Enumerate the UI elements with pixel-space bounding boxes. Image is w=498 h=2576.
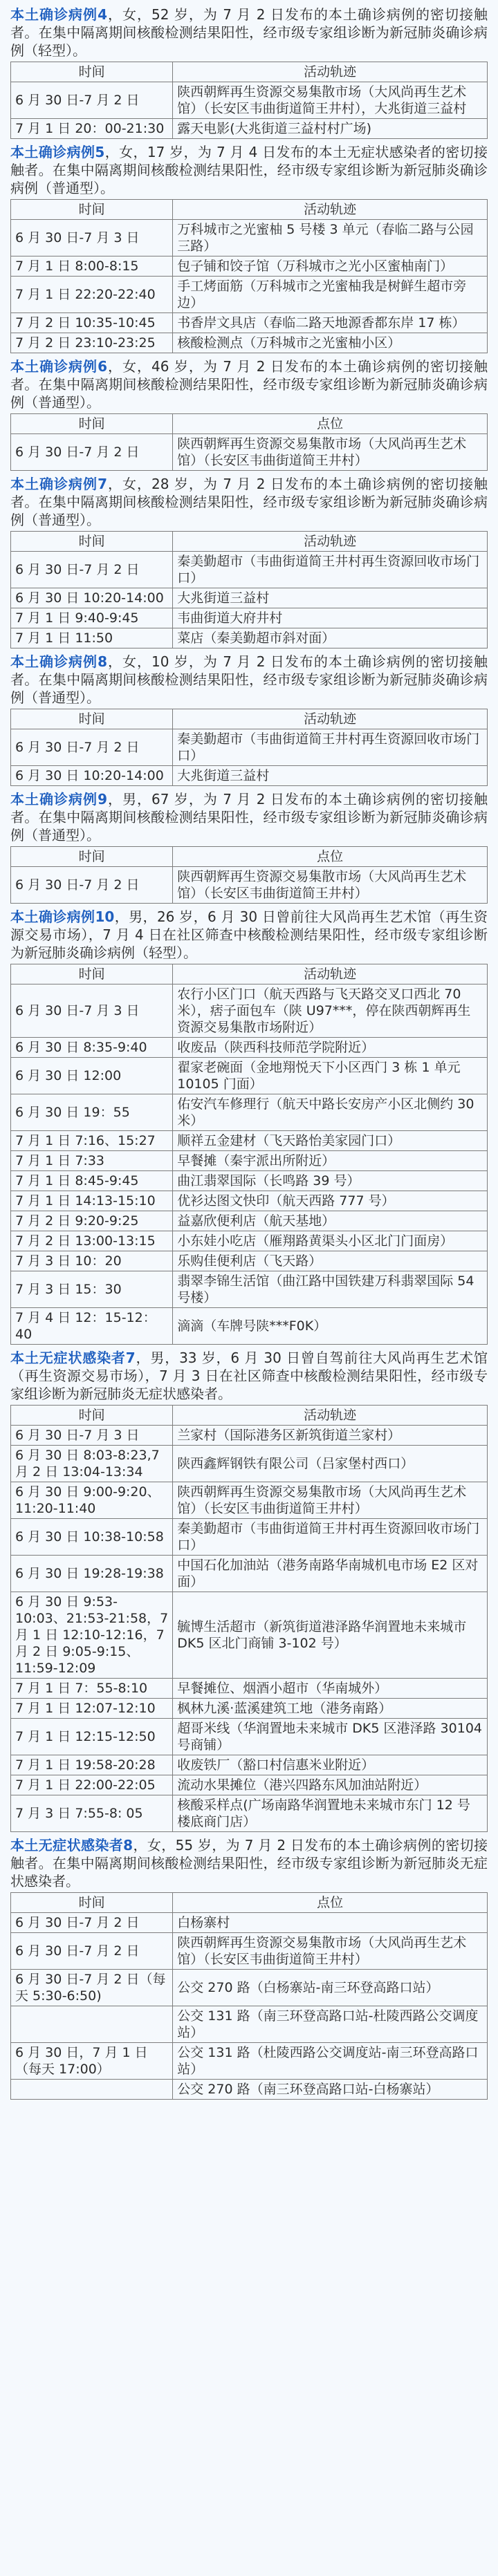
case-section-c4 bbox=[10, 6, 488, 139]
table-header-row bbox=[11, 200, 488, 220]
trajectory-table bbox=[10, 413, 488, 471]
table-header-row bbox=[11, 1893, 488, 1913]
case-label: 本土无症状感染者7 bbox=[10, 1350, 136, 1366]
table-row bbox=[11, 867, 488, 904]
case-description: ，女，28 岁，为 7 月 2 日发布的本土确诊病例的密切接触者。在集中隔离期间核酸检测结果阳性，经市级专家组诊断为新冠肺炎确诊病例（普通型）。 bbox=[10, 476, 488, 528]
time-cell: 6 月 30 日-7 月 2 日 bbox=[11, 867, 173, 904]
case-intro bbox=[10, 143, 488, 197]
location-cell: 大兆街道三益村 bbox=[173, 766, 488, 786]
table-row bbox=[11, 256, 488, 277]
table-row bbox=[11, 628, 488, 648]
table-row bbox=[11, 1251, 488, 1271]
location-cell: 菜店（秦美勤超市斜对面） bbox=[173, 628, 488, 648]
case-section-c10 bbox=[10, 908, 488, 1345]
time-cell: 6 月 30 日 10:20-14:00 bbox=[11, 588, 173, 608]
table-row bbox=[11, 220, 488, 256]
time-cell: 6 月 30 日-7 月 2 日 bbox=[11, 434, 173, 471]
location-column-header: 活动轨迹 bbox=[173, 532, 488, 552]
location-cell: 书香岸文具店（春临二路天地源香都东岸 17 栋） bbox=[173, 313, 488, 333]
location-cell: 核酸检测点（万科城市之光蜜柚小区） bbox=[173, 333, 488, 353]
table-row bbox=[11, 277, 488, 313]
trajectory-table bbox=[10, 964, 488, 1345]
table-row bbox=[11, 1231, 488, 1251]
case-intro bbox=[10, 653, 488, 707]
location-cell: 秦美勤超市（韦曲街道简王井村再生资源回收市场门口） bbox=[173, 729, 488, 766]
time-cell bbox=[11, 2080, 173, 2100]
location-cell: 陕西鑫辉钢铁有限公司（吕家堡村西口） bbox=[173, 1446, 488, 1482]
case-intro bbox=[10, 790, 488, 844]
time-cell bbox=[11, 2006, 173, 2043]
case-section-c6 bbox=[10, 357, 488, 471]
location-cell: 包子铺和饺子馆（万科城市之光小区蜜柚南门） bbox=[173, 256, 488, 277]
time-cell: 7 月 1 日 12:07-12:10 bbox=[11, 1699, 173, 1719]
table-header-row bbox=[11, 964, 488, 984]
time-cell: 6 月 30 日 9:53-10:03、21:53-21:58，7 月 1 日 12:10-12:16，7 月 2 日 9:05-9:15、11:59-12:09 bbox=[11, 1592, 173, 1679]
table-row bbox=[11, 1592, 488, 1679]
location-cell: 农行小区门口（航天西路与飞天路交叉口西北 70 米），痞子面包车（陕 U97***，停在陕西朝辉再生资源交易集散市场附近） bbox=[173, 984, 488, 1038]
case-description: ，男，67 岁，为 7 月 2 日发布的本土确诊病例的密切接触者。在集中隔离期间核酸检测结果阳性，经市级专家组诊断为新冠肺炎确诊病例（普通型）。 bbox=[10, 791, 488, 843]
table-row bbox=[11, 434, 488, 471]
location-cell: 露天电影(大兆街道三益村村广场) bbox=[173, 119, 488, 139]
location-cell: 小东娃小吃店（雁翔路黄渠头小区北门门面房） bbox=[173, 1231, 488, 1251]
location-cell: 毓博生活超市（新筑街道港泽路华润置地未来城市 DK5 区北门商铺 3-102 号） bbox=[173, 1592, 488, 1679]
table-row bbox=[11, 82, 488, 119]
location-cell: 公交 270 路（南三环登高路口站-白杨寨站） bbox=[173, 2080, 488, 2100]
location-cell: 秦美勤超市（韦曲街道简王井村再生资源回收市场门口） bbox=[173, 1519, 488, 1556]
location-column-header: 活动轨迹 bbox=[173, 964, 488, 984]
time-cell: 6 月 30 日 9:00-9:20、11:20-11:40 bbox=[11, 1482, 173, 1519]
table-row bbox=[11, 333, 488, 353]
table-row bbox=[11, 1482, 488, 1519]
location-cell: 陕西朝辉再生资源交易集散市场（大风尚再生艺术馆）（长安区韦曲街道简王井村） bbox=[173, 867, 488, 904]
table-header-row bbox=[11, 62, 488, 82]
time-cell: 6 月 30 日 10:38-10:58 bbox=[11, 1519, 173, 1556]
time-cell: 6 月 30 日，7 月 1 日（每天 17:00） bbox=[11, 2043, 173, 2080]
case-label: 本土确诊病例7 bbox=[10, 476, 107, 492]
case-section-a8 bbox=[10, 1836, 488, 2100]
location-cell: 顺祥五金建材（飞天路怡美家园门口） bbox=[173, 1131, 488, 1151]
location-cell: 秦美勤超市（韦曲街道简王井村再生资源回收市场门口） bbox=[173, 552, 488, 588]
case-section-c8 bbox=[10, 653, 488, 786]
location-cell: 核酸采样点(广场南路华润置地未来城市东门 12 号楼底商门店） bbox=[173, 1795, 488, 1832]
case-label: 本土确诊病例10 bbox=[10, 908, 115, 925]
location-column-header: 点位 bbox=[173, 414, 488, 434]
table-header-row bbox=[11, 847, 488, 867]
time-cell: 7 月 2 日 13:00-13:15 bbox=[11, 1231, 173, 1251]
case-section-c5 bbox=[10, 143, 488, 353]
case-section-a7 bbox=[10, 1349, 488, 1832]
location-cell: 陕西朝辉再生资源交易集散市场（大风尚再生艺术馆）（长安区韦曲街道简王井村） bbox=[173, 1933, 488, 1970]
location-cell: 公交 131 路（南三环登高路口站-杜陵西路公交调度站） bbox=[173, 2006, 488, 2043]
case-description: ，男，33 岁，6 月 30 日曾自驾前往大风尚再生艺术馆（再生资源交易市场），7 月 3 日在社区筛查中核酸检测结果阳性，经市级专家组诊断为新冠肺炎无症状感染者。 bbox=[10, 1350, 488, 1402]
case-intro bbox=[10, 475, 488, 529]
time-cell: 6 月 30 日 19：55 bbox=[11, 1094, 173, 1131]
location-column-header: 活动轨迹 bbox=[173, 1406, 488, 1426]
time-cell: 7 月 3 日 15：30 bbox=[11, 1271, 173, 1308]
location-column-header: 点位 bbox=[173, 847, 488, 867]
time-cell: 6 月 30 日 8:03-8:23,7 月 2 日 13:04-13:34 bbox=[11, 1446, 173, 1482]
time-column-header: 时间 bbox=[11, 532, 173, 552]
location-cell: 早餐摊（秦宇派出所附近） bbox=[173, 1151, 488, 1171]
time-cell: 7 月 2 日 23:10-23:25 bbox=[11, 333, 173, 353]
trajectory-table bbox=[10, 199, 488, 353]
location-cell: 白杨寨村 bbox=[173, 1913, 488, 1933]
location-cell: 益嘉欣便利店（航天基地） bbox=[173, 1211, 488, 1231]
time-cell: 7 月 1 日 22:20-22:40 bbox=[11, 277, 173, 313]
time-cell: 7 月 1 日 7:16、15:27 bbox=[11, 1131, 173, 1151]
case-description: ，女，55 岁，为 7 月 2 日发布的本土确诊病例的密切接触者。在集中隔离期间核酸检测结果阳性，经市级专家组诊断为新冠肺炎无症状感染者。 bbox=[10, 1837, 488, 1889]
location-column-header: 活动轨迹 bbox=[173, 709, 488, 729]
table-row bbox=[11, 1970, 488, 2006]
table-row bbox=[11, 1699, 488, 1719]
location-cell: 收废铁厂（豁口村信惠米业附近） bbox=[173, 1755, 488, 1775]
time-cell: 7 月 3 日 10：20 bbox=[11, 1251, 173, 1271]
table-row bbox=[11, 608, 488, 628]
trajectory-table bbox=[10, 846, 488, 904]
time-cell: 7 月 1 日 7：55-8:10 bbox=[11, 1679, 173, 1699]
time-cell: 6 月 30 日 10:20-14:00 bbox=[11, 766, 173, 786]
table-header-row bbox=[11, 709, 488, 729]
case-description: ，女，10 岁，为 7 月 2 日发布的本土确诊病例的密切接触者。在集中隔离期间核酸检测结果阳性，经市级专家组诊断为新冠肺炎确诊病例（普通型）。 bbox=[10, 653, 488, 706]
time-column-header: 时间 bbox=[11, 709, 173, 729]
time-cell: 7 月 4 日 12：15-12：40 bbox=[11, 1308, 173, 1345]
table-row bbox=[11, 1913, 488, 1933]
location-cell: 陕西朝辉再生资源交易集散市场（大风尚再生艺术馆）（长安区韦曲街道简王井村），大兆街道三益村 bbox=[173, 82, 488, 119]
case-intro bbox=[10, 1836, 488, 1890]
time-cell: 7 月 1 日 7:33 bbox=[11, 1151, 173, 1171]
time-cell: 7 月 3 日 7:55-8: 05 bbox=[11, 1795, 173, 1832]
location-cell: 手工烤面筋（万科城市之光蜜柚我是树鲜生超市旁边） bbox=[173, 277, 488, 313]
location-column-header: 点位 bbox=[173, 1893, 488, 1913]
case-label: 本土确诊病例5 bbox=[10, 144, 105, 160]
case-label: 本土无症状感染者8 bbox=[10, 1837, 133, 1854]
case-description: ，男，26 岁，6 月 30 日曾前往大风尚再生艺术馆（再生资源交易市场），7 月 4 日在社区筛查中核酸检测结果阳性，经市级专家组诊断为新冠肺炎确诊病例（轻型）。 bbox=[10, 908, 488, 961]
case-intro bbox=[10, 6, 488, 59]
location-cell: 兰家村（国际港务区新筑街道兰家村） bbox=[173, 1426, 488, 1446]
table-row bbox=[11, 119, 488, 139]
trajectory-table bbox=[10, 709, 488, 786]
table-row bbox=[11, 1426, 488, 1446]
time-cell: 7 月 1 日 11:50 bbox=[11, 628, 173, 648]
location-cell: 优衫达图文快印（航天西路 777 号） bbox=[173, 1191, 488, 1211]
location-cell: 韦曲街道大府井村 bbox=[173, 608, 488, 628]
table-row bbox=[11, 1038, 488, 1058]
time-cell: 6 月 30 日 12:00 bbox=[11, 1058, 173, 1094]
time-cell: 7 月 2 日 10:35-10:45 bbox=[11, 313, 173, 333]
document-body bbox=[10, 0, 488, 2100]
time-cell: 7 月 2 日 9:20-9:25 bbox=[11, 1211, 173, 1231]
table-row bbox=[11, 2080, 488, 2100]
table-row bbox=[11, 1795, 488, 1832]
time-cell: 7 月 1 日 12:15-12:50 bbox=[11, 1719, 173, 1755]
time-column-header: 时间 bbox=[11, 414, 173, 434]
time-cell: 6 月 30 日-7 月 3 日 bbox=[11, 984, 173, 1038]
location-cell: 滴滴（车牌号陕***F0K） bbox=[173, 1308, 488, 1345]
time-cell: 7 月 1 日 22:00-22:05 bbox=[11, 1775, 173, 1795]
table-row bbox=[11, 1171, 488, 1191]
case-description: ，女，52 岁，为 7 月 2 日发布的本土确诊病例的密切接触者。在集中隔离期间核酸检测结果阳性，经市级专家组诊断为新冠肺炎确诊病例（轻型）。 bbox=[10, 6, 488, 59]
location-cell: 公交 131 路（杜陵西路公交调度站-南三环登高路口站） bbox=[173, 2043, 488, 2080]
location-column-header: 活动轨迹 bbox=[173, 62, 488, 82]
case-intro bbox=[10, 357, 488, 411]
location-column-header: 活动轨迹 bbox=[173, 200, 488, 220]
table-row bbox=[11, 2006, 488, 2043]
case-intro bbox=[10, 908, 488, 962]
time-cell: 7 月 1 日 20：00-21:30 bbox=[11, 119, 173, 139]
time-cell: 6 月 30 日-7 月 3 日 bbox=[11, 220, 173, 256]
table-header-row bbox=[11, 1406, 488, 1426]
table-row bbox=[11, 1519, 488, 1556]
time-cell: 7 月 1 日 8:45-9:45 bbox=[11, 1171, 173, 1191]
table-row bbox=[11, 1679, 488, 1699]
time-column-header: 时间 bbox=[11, 1893, 173, 1913]
table-row bbox=[11, 588, 488, 608]
case-label: 本土确诊病例9 bbox=[10, 791, 107, 808]
time-cell: 6 月 30 日 19:28-19:38 bbox=[11, 1556, 173, 1592]
table-row bbox=[11, 552, 488, 588]
time-cell: 7 月 1 日 14:13-15:10 bbox=[11, 1191, 173, 1211]
time-cell: 6 月 30 日-7 月 3 日 bbox=[11, 1426, 173, 1446]
table-row bbox=[11, 1556, 488, 1592]
case-intro bbox=[10, 1349, 488, 1403]
location-cell: 中国石化加油站（港务南路华南城机电市场 E2 区对面） bbox=[173, 1556, 488, 1592]
table-row bbox=[11, 1755, 488, 1775]
table-row bbox=[11, 1131, 488, 1151]
location-cell: 陕西朝辉再生资源交易集散市场（大风尚再生艺术馆）（长安区韦曲街道简王井村） bbox=[173, 1482, 488, 1519]
table-row bbox=[11, 2043, 488, 2080]
location-cell: 曲江翡翠国际（长鸣路 39 号） bbox=[173, 1171, 488, 1191]
table-row bbox=[11, 1058, 488, 1094]
location-cell: 乐购佳便利店（飞天路） bbox=[173, 1251, 488, 1271]
time-column-header: 时间 bbox=[11, 964, 173, 984]
table-row bbox=[11, 1211, 488, 1231]
case-description: ，女，17 岁，为 7 月 4 日发布的本土无症状感染者的密切接触者。在集中隔离期间核酸检测结果阳性，经市级专家组诊断为新冠肺炎确诊病例（普通型）。 bbox=[10, 144, 488, 196]
table-row bbox=[11, 1151, 488, 1171]
time-cell: 6 月 30 日-7 月 2 日（每天 5:30-6:50) bbox=[11, 1970, 173, 2006]
trajectory-table bbox=[10, 62, 488, 139]
time-column-header: 时间 bbox=[11, 200, 173, 220]
table-row bbox=[11, 729, 488, 766]
case-section-c9 bbox=[10, 790, 488, 904]
location-cell: 翟家老碗面（金地翔悦天下小区西门 3 栋 1 单元 10105 门面） bbox=[173, 1058, 488, 1094]
time-cell: 6 月 30 日-7 月 2 日 bbox=[11, 552, 173, 588]
time-cell: 7 月 1 日 9:40-9:45 bbox=[11, 608, 173, 628]
time-cell: 6 月 30 日-7 月 2 日 bbox=[11, 729, 173, 766]
time-cell: 6 月 30 日-7 月 2 日 bbox=[11, 1933, 173, 1970]
table-row bbox=[11, 1775, 488, 1795]
time-column-header: 时间 bbox=[11, 1406, 173, 1426]
location-cell: 公交 270 路（白杨寨站-南三环登高路口站） bbox=[173, 1970, 488, 2006]
table-row bbox=[11, 1094, 488, 1131]
trajectory-table bbox=[10, 1405, 488, 1832]
table-header-row bbox=[11, 532, 488, 552]
trajectory-table bbox=[10, 531, 488, 648]
time-column-header: 时间 bbox=[11, 847, 173, 867]
location-cell: 佑安汽车修理行（航天中路长安房产小区北侧约 30 米） bbox=[173, 1094, 488, 1131]
location-cell: 陕西朝辉再生资源交易集散市场（大风尚再生艺术馆）（长安区韦曲街道简王井村） bbox=[173, 434, 488, 471]
location-cell: 枫林九溪·蓝溪建筑工地（港务南路） bbox=[173, 1699, 488, 1719]
location-cell: 万科城市之光蜜柚 5 号楼 3 单元（春临二路与公园三路） bbox=[173, 220, 488, 256]
time-cell: 6 月 30 日 8:35-9:40 bbox=[11, 1038, 173, 1058]
table-row bbox=[11, 313, 488, 333]
location-cell: 翡翠李锦生活馆（曲江路中国铁建万科翡翠国际 54 号楼） bbox=[173, 1271, 488, 1308]
table-row bbox=[11, 1191, 488, 1211]
location-cell: 超哥米线（华润置地未来城市 DK5 区港泽路 30104 号商铺） bbox=[173, 1719, 488, 1755]
location-cell: 流动水果摊位（港兴四路东风加油站附近） bbox=[173, 1775, 488, 1795]
location-cell: 早餐摊位、烟酒小超市（华南城外） bbox=[173, 1679, 488, 1699]
location-cell: 大兆街道三益村 bbox=[173, 588, 488, 608]
case-description: ，女，46 岁，为 7 月 2 日发布的本土确诊病例的密切接触者。在集中隔离期间核酸检测结果阳性，经市级专家组诊断为新冠肺炎确诊病例（普通型）。 bbox=[10, 358, 488, 411]
time-cell: 7 月 1 日 19:58-20:28 bbox=[11, 1755, 173, 1775]
table-row bbox=[11, 766, 488, 786]
time-cell: 7 月 1 日 8:00-8:15 bbox=[11, 256, 173, 277]
table-header-row bbox=[11, 414, 488, 434]
table-row bbox=[11, 984, 488, 1038]
time-cell: 6 月 30 日-7 月 2 日 bbox=[11, 1913, 173, 1933]
table-row bbox=[11, 1719, 488, 1755]
time-column-header: 时间 bbox=[11, 62, 173, 82]
time-cell: 6 月 30 日-7 月 2 日 bbox=[11, 82, 173, 119]
case-section-c7 bbox=[10, 475, 488, 648]
location-cell: 收废品（陕西科技师范学院附近） bbox=[173, 1038, 488, 1058]
case-label: 本土确诊病例8 bbox=[10, 653, 107, 670]
table-row bbox=[11, 1446, 488, 1482]
case-label: 本土确诊病例4 bbox=[10, 6, 107, 23]
table-row bbox=[11, 1933, 488, 1970]
trajectory-table bbox=[10, 1892, 488, 2100]
table-row bbox=[11, 1308, 488, 1345]
table-row bbox=[11, 1271, 488, 1308]
case-label: 本土确诊病例6 bbox=[10, 358, 107, 375]
